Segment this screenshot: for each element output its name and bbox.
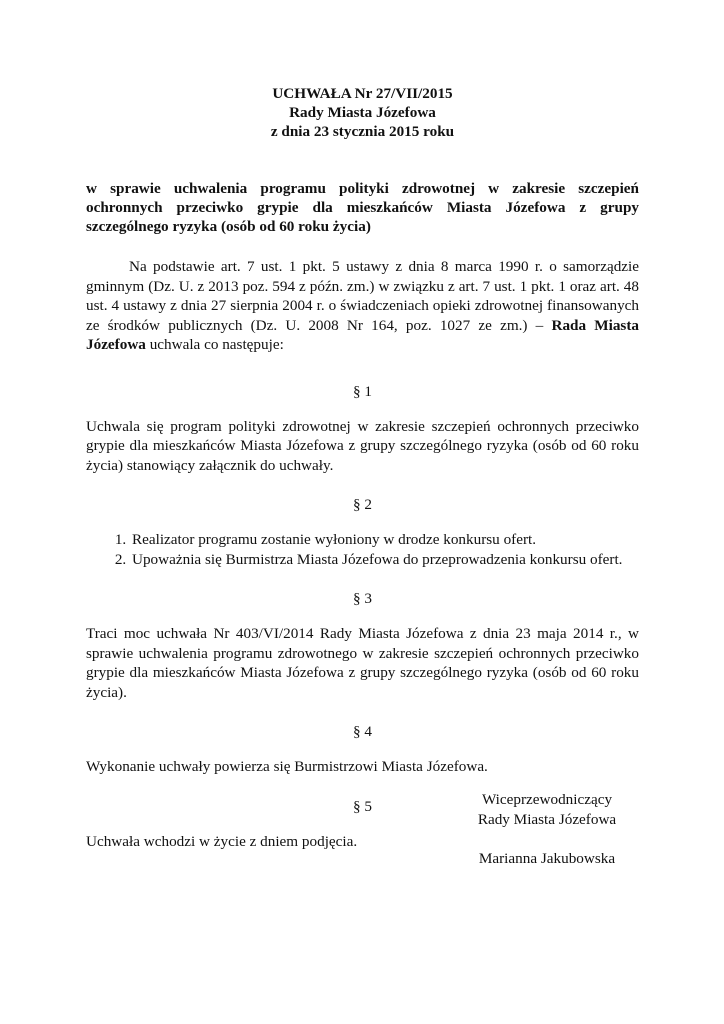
list-item: 1. Realizator programu zostanie wyłoniony w drodze konkursu ofert.: [130, 530, 639, 550]
preamble-council: Rada Miasta Józefowa: [86, 316, 639, 353]
section-5-text: Uchwała wchodzi w życie z dniem podjęcia.: [86, 832, 358, 850]
council-name: Rady Miasta Józefowa: [289, 104, 436, 121]
section-5-heading: § 5: [353, 797, 372, 815]
section-3-text: Traci moc uchwała Nr 403/VI/2014 Rady Miasta Józefowa z dnia 23 maja 2014 r., w sprawie uchwalenia programu zdrowotnego w zakresie szczepień ochronnych przeciwko grypie dla mieszkańców Miasta Józefowa z grupy szczególnego ryzyka (osób od 60 roku życia).: [86, 625, 639, 701]
section-3-heading: § 3: [353, 590, 372, 607]
preamble-text: Na podstawie art. 7 ust. 1 pkt. 5 ustawy z dnia 8 marca 1990 r. o samorządzie gminnym (Dz. U. z 2013 poz. 594 z późn. zm.) w związku z art. 7 ust. 1 pkt. 1 oraz art. 48 ust. 4 ustawy z dnia 27 sierpnia 2004 r. o świadczeniach opieki zdrowotnej finansowanych ze środków publicznych (Dz. U. 2008 Nr 164, poz. 1027 ze zm.) –: [86, 258, 639, 334]
section-2-list: [86, 530, 639, 569]
section-4-text: Wykonanie uchwały powierza się Burmistrzowi Miasta Józefowa.: [86, 758, 488, 775]
signature-name: Marianna Jakubowska: [478, 850, 616, 867]
signature-council: Rady Miasta Józefowa: [477, 810, 617, 828]
resolution-document: [86, 84, 639, 851]
document-header: [86, 84, 639, 141]
section-1-text: Uchwala się program polityki zdrowotnej w zakresie szczepień ochronnych przeciwko grypie dla mieszkańców Miasta Józefowa z grupy szczególnego ryzyka (osób od 60 roku życia) stanowiący załącznik do uchwały.: [86, 417, 639, 474]
signature-role: Wiceprzewodniczący: [481, 791, 613, 808]
resolution-title: UCHWAŁA Nr 27/VII/2015: [272, 85, 453, 102]
signature-block: [462, 790, 632, 869]
list-item: 2. Upoważnia się Burmistrza Miasta Józefowa do przeprowadzenia konkursu ofert.: [130, 550, 639, 570]
section-2-heading: § 2: [353, 496, 372, 513]
section-4-heading: § 4: [353, 723, 372, 740]
resolution-subject: w sprawie uchwalenia programu polityki zdrowotnej w zakresie szczepień ochronnych przeciwko grypie dla mieszkańców Miasta Józefowa z grupy szczególnego ryzyka (osób od 60 roku życia): [86, 180, 639, 235]
preamble: [86, 257, 639, 355]
preamble-tail: uchwala co następuje:: [149, 336, 284, 353]
section-1-heading: § 1: [353, 382, 372, 400]
resolution-date: z dnia 23 stycznia 2015 roku: [270, 123, 455, 140]
